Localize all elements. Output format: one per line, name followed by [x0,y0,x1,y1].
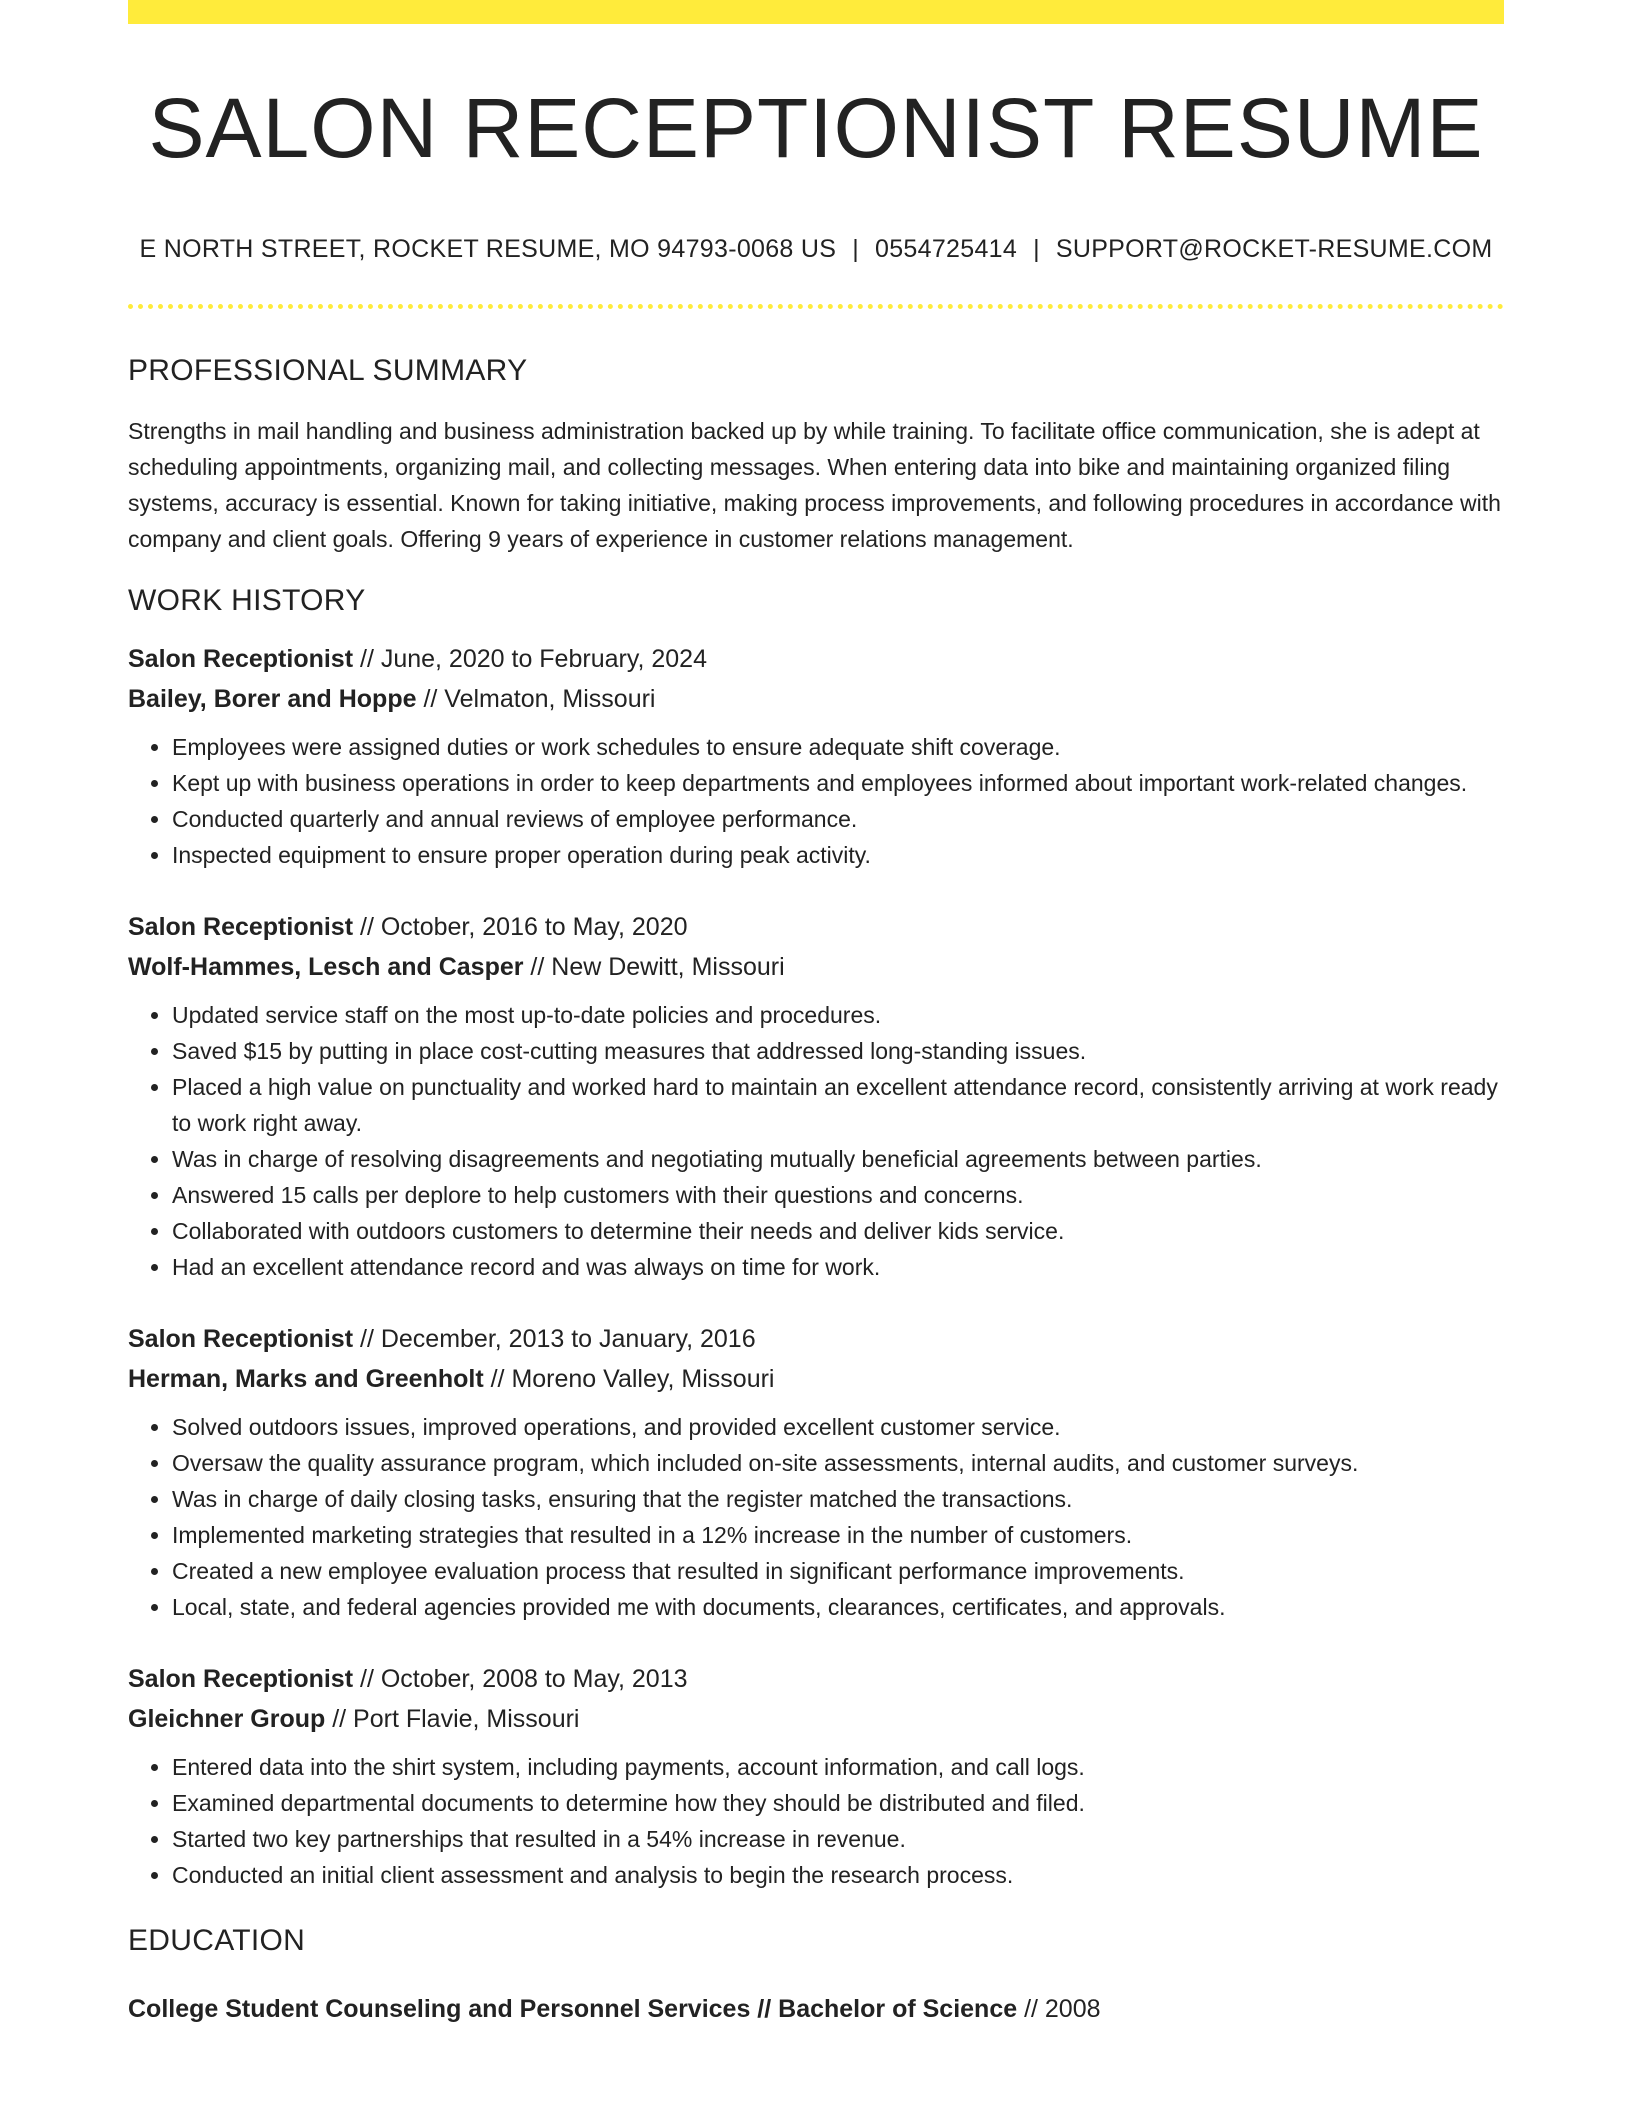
job-location: // Moreno Valley, Missouri [483,1365,775,1394]
job-duty-item: • Had an excellent attendance record and was always on time for work. [172,1249,1504,1285]
job-entry [128,1659,1504,1893]
job-duty-item: • Placed a high value on punctuality and worked hard to maintain an excellent attendance record, consistently arriving at work ready to work right away. [172,1069,1504,1141]
work-history-list [128,639,1504,1893]
job-duty-item: • Implemented marketing strategies that resulted in a 12% increase in the number of customers. [172,1517,1504,1553]
job-entry [128,1319,1504,1625]
education-heading: EDUCATION [128,1924,306,1958]
job-duty-item: • Entered data into the shirt system, including payments, account information, and call logs. [172,1749,1504,1785]
job-entry [128,639,1504,873]
job-company-line [128,1699,1504,1739]
summary-text: Strengths in mail handling and business administration backed up by while training. To facilitate office communication, she is adept at scheduling appointments, organizing mail, and collecting messages. When entering data into bike and maintaining organized filing systems, accuracy is essential. Known for taking initiative, making process improvements, and following procedures in accordance with company and client goals. Offering 9 years of experience in customer relations management. [128,418,1501,553]
job-company: Gleichner Group [128,1705,326,1734]
job-company: Herman, Marks and Greenholt [128,1365,484,1394]
top-accent-bar [128,0,1504,24]
job-location: // New Dewitt, Missouri [523,953,785,982]
job-title-line [128,1659,1504,1699]
job-duty-item: • Conducted an initial client assessment and analysis to begin the research process. [172,1857,1504,1893]
job-entry [128,907,1504,1285]
job-duty-item: • Oversaw the quality assurance program, which included on-site assessments, internal audits, and customer surveys. [172,1445,1504,1481]
education-entry [128,1989,1504,2029]
work-history-heading: WORK HISTORY [128,584,366,618]
job-company-line [128,679,1504,719]
job-title-line [128,907,1504,947]
job-duties-list [128,1749,1504,1893]
job-company-line [128,947,1504,987]
job-location: // Port Flavie, Missouri [325,1705,580,1734]
job-title: Salon Receptionist [128,913,354,942]
job-title: Salon Receptionist [128,1325,354,1354]
contact-separator: | [1033,235,1040,264]
job-duties-list [128,997,1504,1285]
education-school-degree: College Student Counseling and Personnel Services // Bachelor of Science [128,1995,1018,2024]
resume-page [128,0,1504,2029]
contact-address: E NORTH STREET, ROCKET RESUME, MO 94793-0068 US [139,235,837,264]
dotted-divider [128,304,1504,309]
job-duty-item: • Examined departmental documents to determine how they should be distributed and filed. [172,1785,1504,1821]
job-duties-list [128,1409,1504,1625]
job-duty-item: • Inspected equipment to ensure proper operation during peak activity. [172,837,1504,873]
job-dates: // December, 2013 to January, 2016 [353,1325,756,1354]
job-dates: // October, 2016 to May, 2020 [353,913,688,942]
summary-heading: PROFESSIONAL SUMMARY [128,354,528,388]
job-duty-item: • Answered 15 calls per deplore to help customers with their questions and concerns. [172,1177,1504,1213]
contact-separator: | [852,235,860,264]
education-year: // 2008 [1017,1995,1101,2024]
job-title: Salon Receptionist [128,645,354,674]
job-duty-item: • Local, state, and federal agencies provided me with documents, clearances, certificates, and approvals. [172,1589,1504,1625]
job-duty-item: • Employees were assigned duties or work schedules to ensure adequate shift coverage. [172,729,1504,765]
job-title-line [128,639,1504,679]
job-duty-item: • Collaborated with outdoors customers to determine their needs and deliver kids service. [172,1213,1504,1249]
job-duty-item: • Started two key partnerships that resulted in a 54% increase in revenue. [172,1821,1504,1857]
job-duty-item: • Updated service staff on the most up-to-date policies and procedures. [172,997,1504,1033]
job-company-line [128,1359,1504,1399]
job-duty-item: • Saved $15 by putting in place cost-cutting measures that addressed long-standing issues. [172,1033,1504,1069]
job-duties-list [128,729,1504,873]
job-dates: // October, 2008 to May, 2013 [353,1665,688,1694]
contact-line [128,234,1504,264]
job-company: Bailey, Borer and Hoppe [128,685,417,714]
job-duty-item: • Was in charge of daily closing tasks, ensuring that the register matched the transactions. [172,1481,1504,1517]
job-duty-item: • Conducted quarterly and annual reviews of employee performance. [172,801,1504,837]
job-title: Salon Receptionist [128,1665,354,1694]
job-dates: // June, 2020 to February, 2024 [353,645,707,674]
job-company: Wolf-Hammes, Lesch and Casper [128,953,524,982]
job-duty-item: • Solved outdoors issues, improved operations, and provided excellent customer service. [172,1409,1504,1445]
job-title-line [128,1319,1504,1359]
resume-title: SALON RECEPTIONIST RESUME [148,81,1484,175]
contact-phone: 0554725414 [875,235,1018,264]
job-location: // Velmaton, Missouri [416,685,656,714]
contact-email[interactable]: SUPPORT@ROCKET-RESUME.COM [1055,235,1493,264]
job-duty-item: • Kept up with business operations in order to keep departments and employees informed about important work-related changes. [172,765,1504,801]
job-duty-item: • Created a new employee evaluation process that resulted in significant performance improvements. [172,1553,1504,1589]
job-duty-item: • Was in charge of resolving disagreements and negotiating mutually beneficial agreements between parties. [172,1141,1504,1177]
education-list [128,1989,1504,2029]
